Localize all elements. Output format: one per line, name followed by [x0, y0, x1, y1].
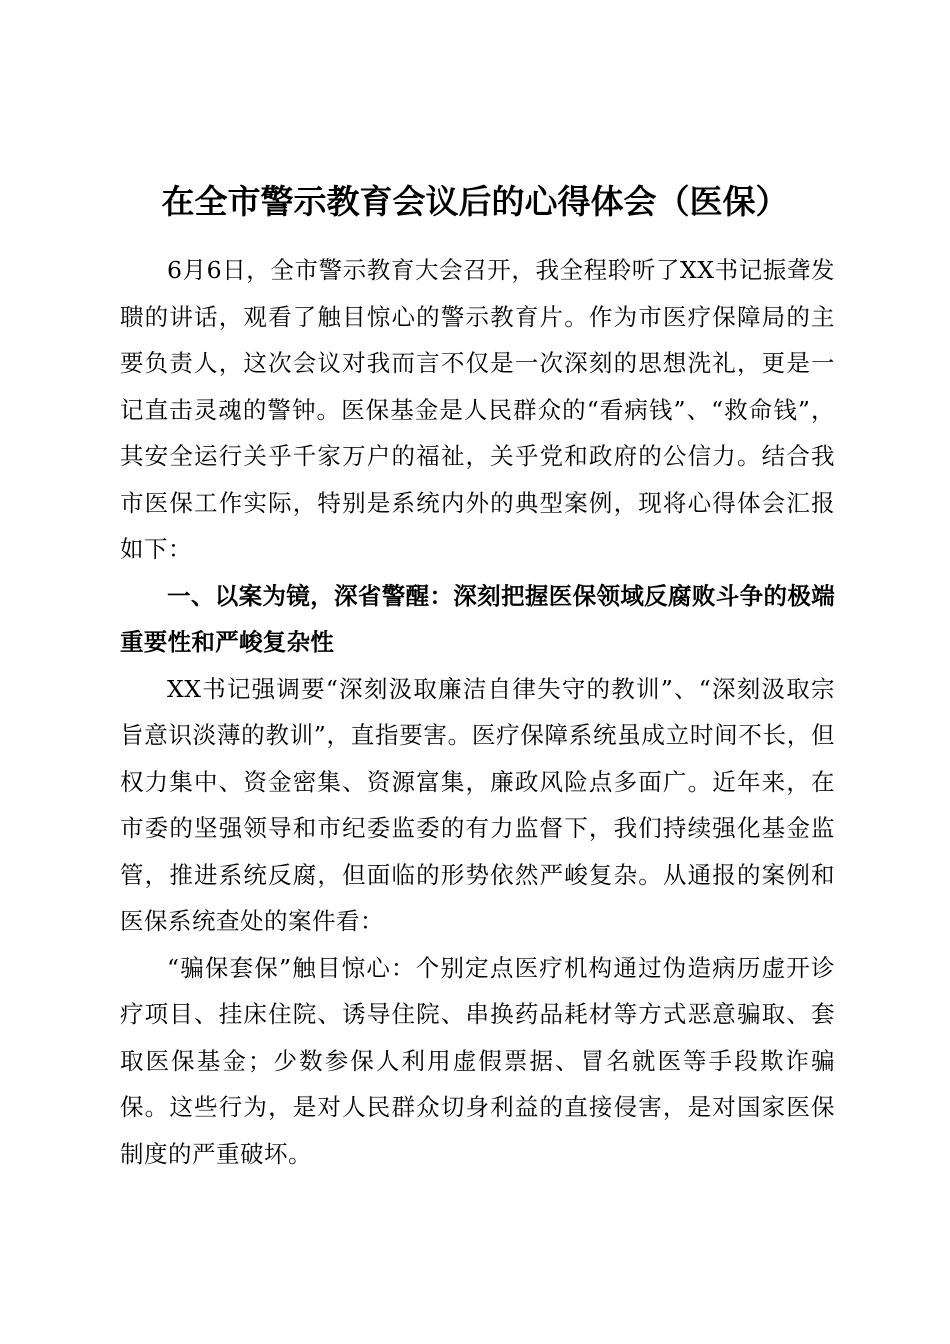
paragraph-fraud: “骗保套保”触目惊心：个别定点医疗机构通过伪造病历虚开诊疗项目、挂床住院、诱导住院、串换药品耗材等方式恶意骗取、套取医保基金；少数参保人利用虚假票据、冒名就医等手段欺诈骗保。这些行为，是对人民群众切身利益的直接侵害，是对国家医保制度的严重破坏。	[120, 953, 835, 1168]
section-heading-1: 一、以案为镜，深省警醒：深刻把握医保领域反腐败斗争的极端重要性和严峻复杂性	[120, 581, 835, 656]
document-title: 在全市警示教育会议后的心得体会（医保）	[161, 182, 789, 221]
document-body	[120, 247, 835, 1177]
paragraph-section-1: XX书记强调要“深刻汲取廉洁自律失守的教训”、“深刻汲取宗旨意识淡薄的教训”，直指要害。医疗保障系统虽成立时间不长，但权力集中、资金密集、资源富集，廉政风险点多面广。近年来，在市委的坚强领导和市纪委监委的有力监督下，我们持续强化基金监管，推进系统反腐，但面临的形势依然严峻复杂。从通报的案例和医保系统查处的案件看：	[120, 674, 835, 935]
paragraph-intro: 6月6日，全市警示教育大会召开，我全程聆听了XX书记振聋发聩的讲话，观看了触目惊心的警示教育片。作为市医疗保障局的主要负责人，这次会议对我而言不仅是一次深刻的思想洗礼，更是一记直击灵魂的警钟。医保基金是人民群众的“看病钱”、“救命钱”，其安全运行关乎千家万户的福祉，关乎党和政府的公信力。结合我市医保工作实际，特别是系统内外的典型案例，现将心得体会汇报如下：	[120, 256, 835, 563]
